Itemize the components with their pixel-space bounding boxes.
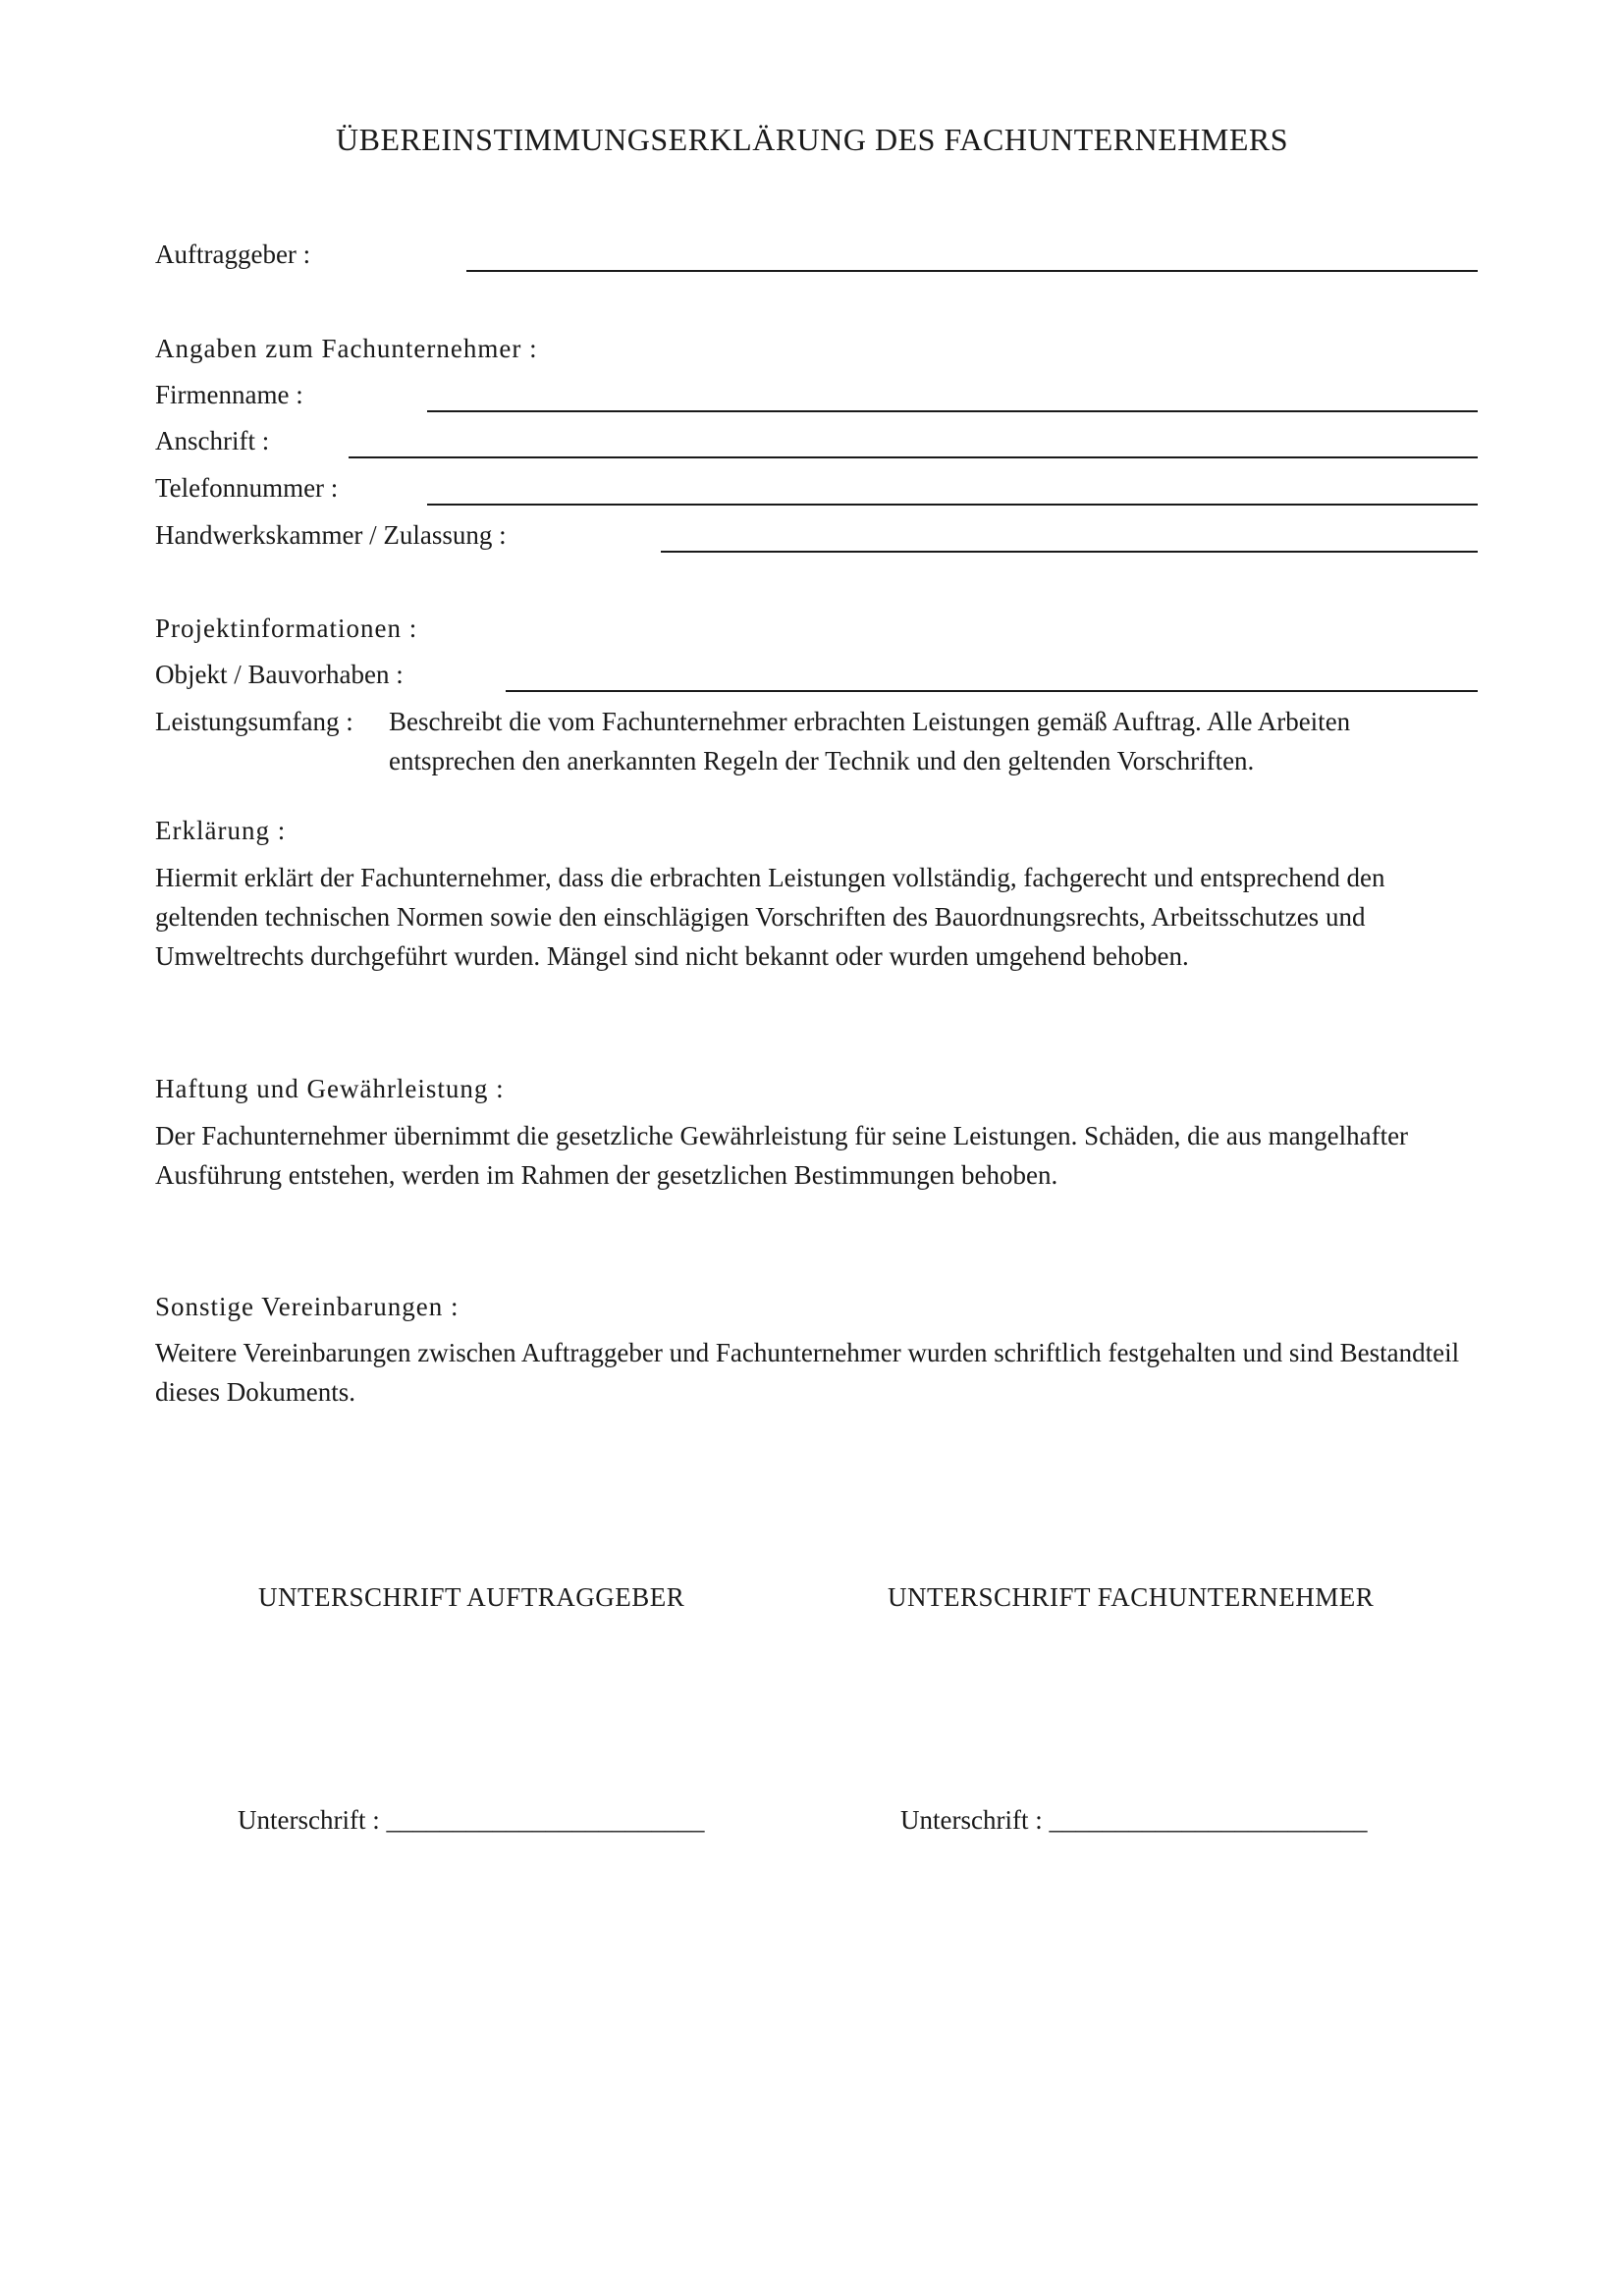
liability-text: Der Fachunternehmer übernimmt die gesetzliche Gewährleistung für seine Leistungen. Schäden, die aus mangelhafter Ausführung entstehen, werden im Rahmen der gesetzlichen Bestimmungen behoben.	[155, 1121, 1409, 1190]
company-name-label: Firmenname :	[155, 380, 303, 409]
liability-heading: Haftung und Gewährleistung :	[155, 1074, 505, 1103]
contractor-signature-heading: UNTERSCHRIFT FACHUNTERNEHMER	[888, 1582, 1375, 1612]
object-label: Objekt / Bauvorhaben :	[155, 660, 404, 689]
scope-text: Beschreibt die vom Fachunternehmer erbrachten Leistungen gemäß Auftrag. Alle Arbeiten entsprechen den anerkannten Regeln der Technik und den geltenden Vorschriften.	[389, 707, 1351, 775]
address-field-line[interactable]	[349, 456, 1478, 458]
document-title: ÜBEREINSTIMMUNGSERKLÄRUNG DES FACHUNTERNEHMERS	[335, 122, 1288, 157]
object-field-line[interactable]	[506, 690, 1478, 692]
client-label: Auftraggeber :	[155, 240, 311, 269]
phone-field-line[interactable]	[427, 504, 1478, 506]
scope-label: Leistungsumfang :	[155, 707, 353, 736]
address-label: Anschrift :	[155, 426, 270, 455]
declaration-heading: Erklärung :	[155, 816, 287, 845]
chamber-field-line[interactable]	[661, 551, 1478, 553]
client-signature-heading: UNTERSCHRIFT AUFTRAGGEBER	[258, 1582, 685, 1612]
other-heading: Sonstige Vereinbarungen :	[155, 1292, 460, 1321]
contractor-signature-line[interactable]: Unterschrift : ________________________	[900, 1805, 1368, 1835]
phone-label: Telefonnummer :	[155, 473, 339, 503]
chamber-label: Handwerkskammer / Zulassung :	[155, 520, 507, 550]
contractor-heading: Angaben zum Fachunternehmer :	[155, 334, 538, 363]
project-heading: Projektinformationen :	[155, 614, 418, 643]
client-signature-line[interactable]: Unterschrift : ________________________	[238, 1805, 705, 1835]
declaration-text: Hiermit erklärt der Fachunternehmer, dass die erbrachten Leistungen vollständig, fachgerecht und entsprechend den geltenden technischen Normen sowie den einschlägigen Vorschriften des Bauordnungsrechts, Arbeitsschutzes und Umweltrechts durchgeführt wurden. Mängel sind nicht bekannt oder wurden umgehend behoben.	[155, 863, 1385, 971]
client-field-line[interactable]	[466, 270, 1478, 272]
other-text: Weitere Vereinbarungen zwischen Auftraggeber und Fachunternehmer wurden schriftlich festgehalten und sind Bestandteil dieses Dokuments.	[155, 1338, 1460, 1407]
company-name-field-line[interactable]	[427, 410, 1478, 412]
